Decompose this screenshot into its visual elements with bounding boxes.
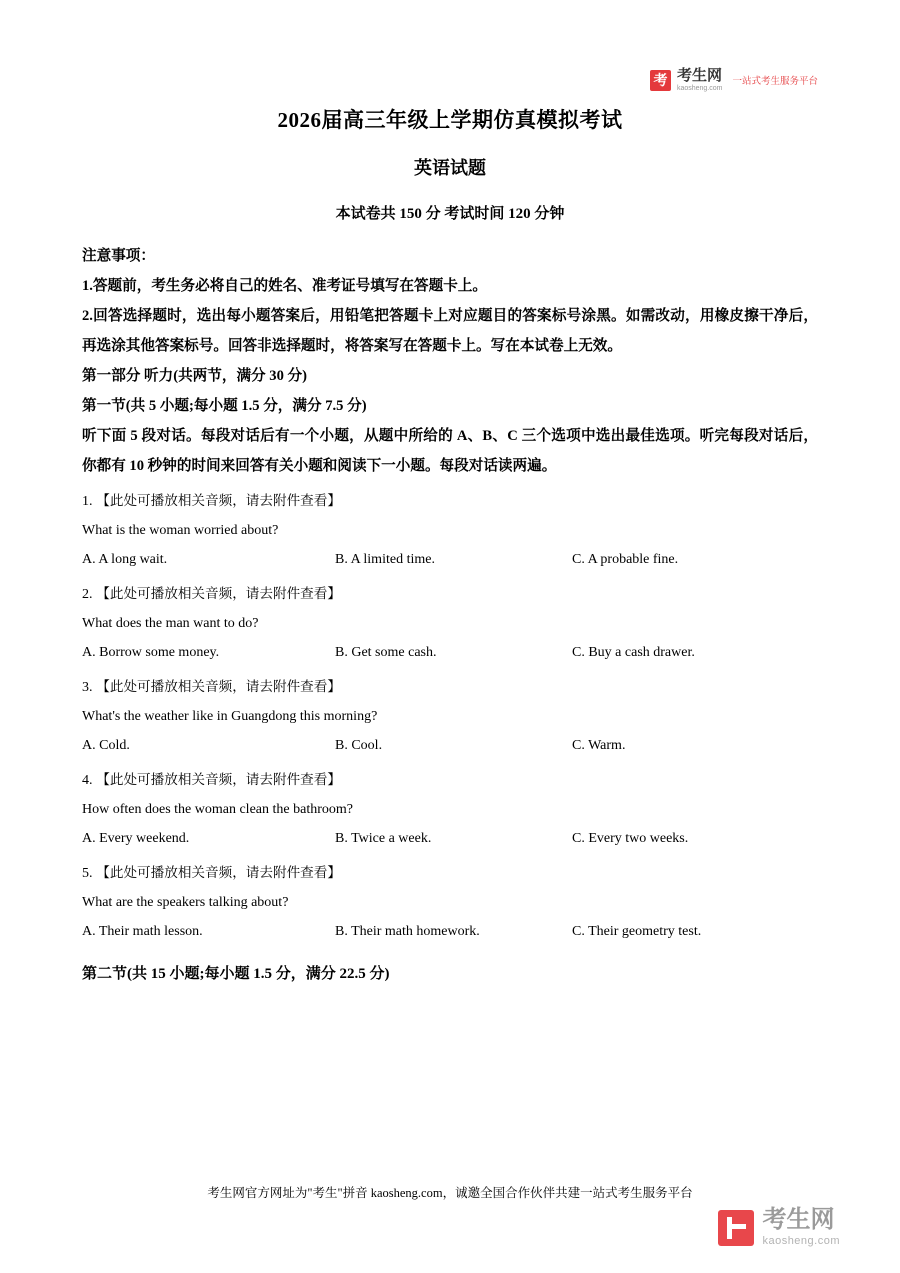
option-c[interactable]: C. Every two weeks. xyxy=(572,831,689,846)
question-item xyxy=(82,860,818,946)
site-logo xyxy=(650,68,818,92)
audio-note-text: 【此处可播放相关音频，请去附件查看】 xyxy=(96,679,341,694)
option-b[interactable]: B. Cool. xyxy=(335,738,383,753)
option-a[interactable]: A. Their math lesson. xyxy=(82,924,203,939)
question-number: 4. xyxy=(82,773,93,788)
audio-attachment-note[interactable] xyxy=(82,860,818,887)
watermark-url: kaosheng.com xyxy=(762,1235,840,1247)
option-c[interactable]: C. Their geometry test. xyxy=(572,924,702,939)
kaosheng-watermark-icon xyxy=(718,1210,754,1246)
question-number: 5. xyxy=(82,866,93,881)
option-c[interactable]: C. Buy a cash drawer. xyxy=(572,645,695,660)
listening-part xyxy=(82,361,818,481)
audio-note-text: 【此处可播放相关音频，请去附件查看】 xyxy=(96,586,341,601)
question-item xyxy=(82,488,818,574)
listening-instructions: 听下面 5 段对话。每段对话后有一个小题，从题中所给的 A、B、C 三个选项中选出最佳选项。听完每段对话后，你都有 10 秒钟的时间来回答有关小题和阅读下一小题。每段对话读两遍。 xyxy=(82,428,818,474)
audio-attachment-note[interactable] xyxy=(82,488,818,515)
option-a[interactable]: A. Cold. xyxy=(82,738,130,753)
question-number: 3. xyxy=(82,680,93,695)
question-options xyxy=(82,732,818,760)
page-title: 2026届高三年级上学期仿真模拟考试 xyxy=(277,108,623,132)
notes-item-2: 2.回答选择题时，选出每小题答案后，用铅笔把答题卡上对应题目的答案标号涂黑。如需改动，用橡皮擦干净后，再选涂其他答案标号。回答非选择题时，将答案写在答题卡上。写在本试卷上无效。 xyxy=(82,308,818,354)
question-stem: How often does the woman clean the bathroom? xyxy=(82,802,353,817)
logo-slogan: 一站式考生服务平台 xyxy=(732,76,818,87)
logo-name: 考生网 xyxy=(676,67,722,84)
question-options xyxy=(82,825,818,853)
notes-item-1: 1.答题前，考生务必将自己的姓名、准考证号填写在答题卡上。 xyxy=(82,278,487,294)
option-b[interactable]: B. Their math homework. xyxy=(335,924,480,939)
section-two-heading: 第二节(共 15 小题;每小题 1.5 分，满分 22.5 分) xyxy=(82,966,390,982)
section-one-heading: 第一节(共 5 小题;每小题 1.5 分，满分 7.5 分) xyxy=(82,398,367,414)
audio-attachment-note[interactable] xyxy=(82,581,818,608)
question-item xyxy=(82,767,818,853)
audio-note-text: 【此处可播放相关音频，请去附件查看】 xyxy=(96,772,341,787)
exam-meta: 本试卷共 150 分 考试时间 120 分钟 xyxy=(335,206,565,222)
page-subtitle: 英语试题 xyxy=(414,158,486,178)
question-stem: What are the speakers talking about? xyxy=(82,895,289,910)
footer-note: 考生网官方网址为"考生"拼音 kaosheng.com，诚邀全国合作伙伴共建一站式考生服务平台 xyxy=(207,1186,693,1200)
question-stem: What is the woman worried about? xyxy=(82,523,279,538)
option-c[interactable]: C. A probable fine. xyxy=(572,552,679,567)
watermark-name: 考生网 xyxy=(762,1206,835,1233)
question-options xyxy=(82,546,818,574)
question-item xyxy=(82,674,818,760)
logo-text xyxy=(677,68,723,92)
kaosheng-logo-icon: 考 xyxy=(650,70,671,91)
audio-attachment-note[interactable] xyxy=(82,674,818,701)
option-c[interactable]: C. Warm. xyxy=(572,738,626,753)
notes-heading: 注意事项： xyxy=(82,248,155,264)
footer-watermark xyxy=(718,1208,840,1247)
question-item xyxy=(82,581,818,667)
logo-url: kaosheng.com xyxy=(676,85,723,92)
question-number: 1. xyxy=(82,494,93,509)
option-b[interactable]: B. Get some cash. xyxy=(335,645,437,660)
option-a[interactable]: A. A long wait. xyxy=(82,552,168,567)
audio-note-text: 【此处可播放相关音频，请去附件查看】 xyxy=(96,493,341,508)
audio-note-text: 【此处可播放相关音频，请去附件查看】 xyxy=(96,865,341,880)
option-a[interactable]: A. Borrow some money. xyxy=(82,645,220,660)
question-options xyxy=(82,639,818,667)
option-b[interactable]: B. A limited time. xyxy=(335,552,435,567)
notes-section xyxy=(82,223,818,361)
watermark-text xyxy=(762,1208,840,1247)
question-number: 2. xyxy=(82,587,93,602)
question-stem: What does the man want to do? xyxy=(82,616,259,631)
part-one-heading: 第一部分 听力(共两节，满分 30 分) xyxy=(82,368,307,384)
option-b[interactable]: B. Twice a week. xyxy=(335,831,432,846)
option-a[interactable]: A. Every weekend. xyxy=(82,831,190,846)
question-stem: What's the weather like in Guangdong this morning? xyxy=(82,709,378,724)
audio-attachment-note[interactable] xyxy=(82,767,818,794)
question-options xyxy=(82,918,818,946)
